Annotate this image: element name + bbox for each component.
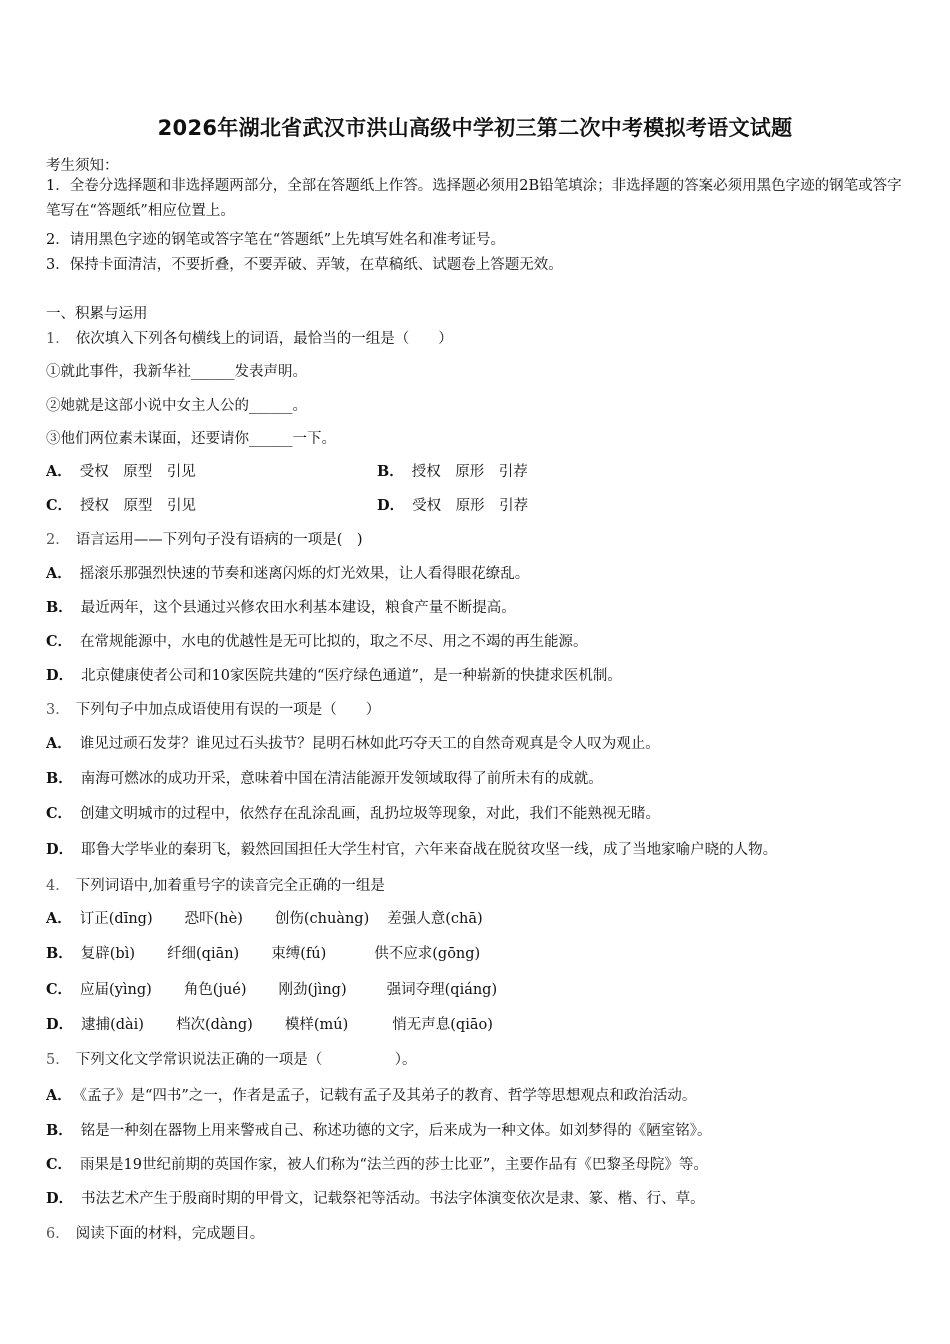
option-row-2: B． 授权 原形 引荐 (377, 463, 528, 480)
question-number: 1． (46, 331, 70, 347)
option-text: 受权 原形 引荐 (412, 498, 529, 514)
q4-option-a: A． 订正(dīng) 恐吓(hè) 创伤(chuàng) 差强人意(chā) (46, 910, 483, 927)
sentence-1: ①就此事件，我新华社______发表声明。 (46, 364, 307, 380)
q5-option-d: D． 书法艺术产生于殷商时期的甲骨文，记载祭祀等活动。书法字体演变依次是隶、篆、楷、行、草。 (46, 1190, 705, 1207)
option-text: 受权 原型 引见 (79, 464, 196, 480)
page-title: 2026年湖北省武汉市洪山高级中学初三第二次中考模拟考语文试题 (157, 116, 793, 140)
q5-option-a: A． 《孟子》是“四书”之一，作者是孟子，记载有孟子及其弟子的教育、哲学等思想观点和政治活动。 (46, 1087, 697, 1104)
q5-option-b: B． 铭是一种刻在器物上用来警戒自己、称述功德的文字，后来成为一种文体。如刘梦得的《陋室铭》。 (46, 1122, 712, 1139)
question-6: 6． 阅读下面的材料，完成题目。 (46, 1226, 265, 1242)
q2-option-c: C． 在常规能源中，水电的优越性是无可比拟的，取之不尽、用之不竭的再生能源。 (46, 633, 588, 650)
q4-option-b: B． 复辟(bì) 纤细(qiān) 束缚(fú) 供不应求(gōng) (46, 945, 481, 962)
question-4: 4． 下列词语中,加着重号字的读音完全正确的一组是 (46, 878, 385, 894)
option-text: 授权 原形 引荐 (411, 464, 528, 480)
q2-option-a: A． 摇滚乐那强烈快速的节奏和迷离闪烁的灯光效果，让人看得眼花缭乱。 (46, 565, 530, 582)
notice-item-3: 3．保持卡面清洁，不要折叠，不要弄破、弄皱，在草稿纸、试题卷上答题无效。 (46, 257, 563, 273)
question-stem: 阅读下面的材料，完成题目。 (75, 1226, 265, 1242)
question-3: 3． 下列句子中加点成语使用有误的一项是（ ） (46, 702, 381, 718)
question-stem: 依次填入下列各句横线上的词语，最恰当的一组是（ ） (75, 331, 453, 347)
question-stem: 下列文化文学常识说法正确的一项是（ ）。 (75, 1052, 417, 1068)
q2-option-b: B． 最近两年，这个县通过兴修农田水利基本建设，粮食产量不断提高。 (46, 599, 516, 616)
sentence-2: ②她就是这部小说中女主人公的______。 (46, 398, 307, 414)
question-stem: 下列句子中加点成语使用有误的一项是（ ） (75, 702, 381, 718)
q2-option-d: D． 北京健康使者公司和10家医院共建的“医疗绿色通道”，是一种崭新的快捷求医机制。 (46, 667, 622, 684)
notice-item-1: 1．全卷分选择题和非选择题两部分，全部在答题纸上作答。选择题必须用2B铅笔填涂；非选择题的答案必须用黑色字迹的钢笔或答字笔写在“答题纸”相应位置上。 (46, 178, 902, 219)
section-heading: 一、积累与运用 (46, 306, 148, 322)
q5-option-c: C． 雨果是19世纪前期的英国作家，被人们称为“法兰西的莎士比亚”，主要作品有《巴黎圣母院》等。 (46, 1156, 708, 1173)
option-row-1: A． 受权 原型 引见 (46, 463, 196, 480)
question-2: 2． 语言运用——下列句子没有语病的一项是( ) (46, 532, 363, 548)
question-stem: 语言运用——下列句子没有语病的一项是( ) (75, 532, 363, 548)
q3-option-a: A． 谁见过顽石发芽？谁见过石头拔节？昆明石林如此巧夺天工的自然奇观真是令人叹为观止。 (46, 735, 660, 752)
question-stem: 下列词语中,加着重号字的读音完全正确的一组是 (75, 878, 385, 894)
question-1 (46, 327, 453, 348)
option-row-4: D． 受权 原形 引荐 (377, 497, 529, 514)
q3-option-c: C． 创建文明城市的过程中，依然存在乱涂乱画，乱扔垃圾等现象，对此，我们不能熟视无睹。 (46, 805, 661, 822)
question-5: 5． 下列文化文学常识说法正确的一项是（ ）。 (46, 1052, 417, 1068)
notice-heading: 考生须知： (46, 158, 119, 174)
q3-option-d: D． 耶鲁大学毕业的秦玥飞，毅然回国担任大学生村官，六年来奋战在脱贫攻坚一线，成了当地家喻户晓的人物。 (46, 841, 778, 858)
q4-option-d: D． 逮捕(dài) 档次(dàng) 模样(mú) 悄无声息(qiāo) (46, 1016, 493, 1033)
sentence-3: ③他们两位素未谋面，还要请你______一下。 (46, 431, 336, 447)
option-row-3: C． 授权 原型 引见 (46, 497, 197, 514)
q4-option-c: C． 应届(yìng) 角色(jué) 刚劲(jìng) 强词夺理(qiáng) (46, 981, 498, 998)
q3-option-b: B． 南海可燃冰的成功开采，意味着中国在清洁能源开发领域取得了前所未有的成就。 (46, 770, 603, 787)
notice-item-2: 2．请用黑色字迹的钢笔或答字笔在“答题纸”上先填写姓名和准考证号。 (46, 232, 506, 248)
option-text: 授权 原型 引见 (80, 498, 197, 514)
